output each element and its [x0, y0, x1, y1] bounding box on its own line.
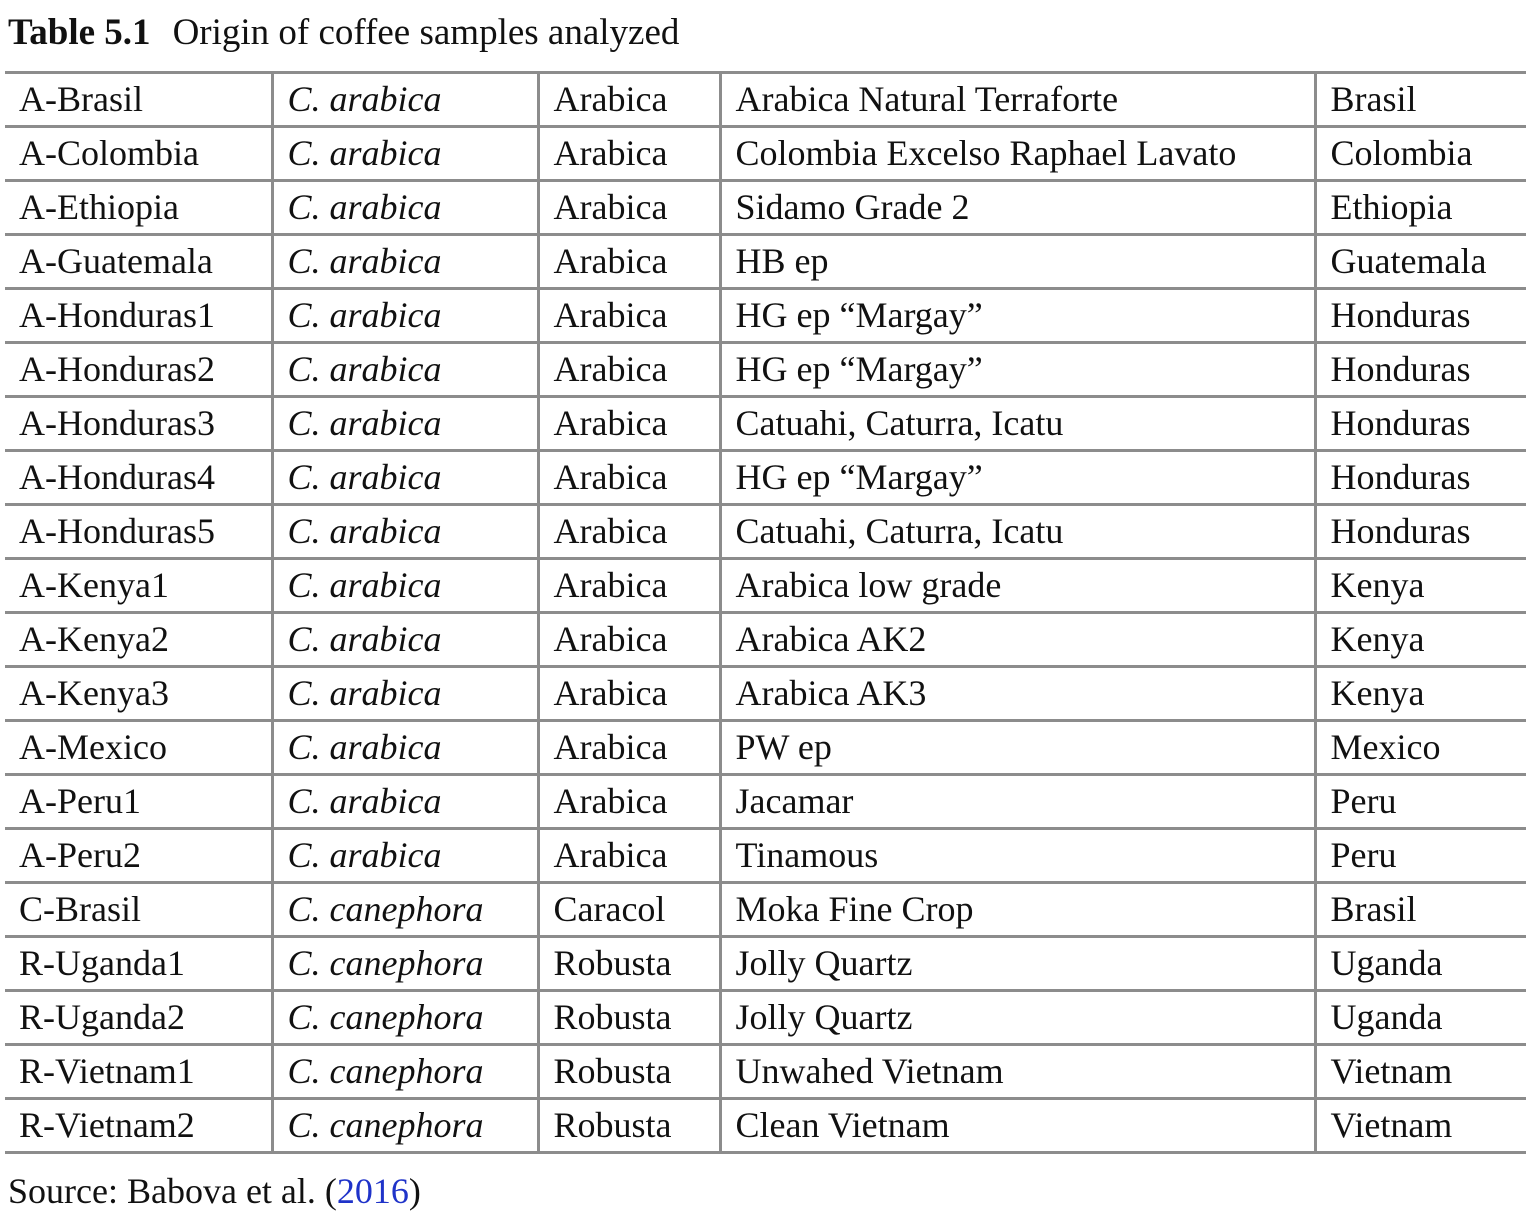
coffee-type-cell: Arabica [538, 667, 720, 721]
origin-country-cell: Vietnam [1315, 1099, 1526, 1153]
sample-code-cell: A-Mexico [5, 721, 272, 775]
sample-code-cell: A-Honduras4 [5, 451, 272, 505]
origin-country-cell: Uganda [1315, 991, 1526, 1045]
origin-country-cell: Brasil [1315, 73, 1526, 127]
source-text: Source: Babova et al. ( [8, 1171, 337, 1211]
coffee-type-cell: Arabica [538, 613, 720, 667]
table-row [5, 289, 1526, 343]
sample-code-cell: A-Honduras2 [5, 343, 272, 397]
origin-country-cell: Guatemala [1315, 235, 1526, 289]
product-name-cell: Tinamous [720, 829, 1315, 883]
coffee-type-cell: Arabica [538, 289, 720, 343]
species-cell: C. canephora [272, 991, 538, 1045]
table-row [5, 991, 1526, 1045]
sample-code-cell: A-Ethiopia [5, 181, 272, 235]
sample-code-cell: A-Colombia [5, 127, 272, 181]
product-name-cell: HG ep “Margay” [720, 451, 1315, 505]
coffee-type-cell: Robusta [538, 937, 720, 991]
table-row [5, 937, 1526, 991]
product-name-cell: Moka Fine Crop [720, 883, 1315, 937]
sample-code-cell: R-Uganda2 [5, 991, 272, 1045]
origin-country-cell: Honduras [1315, 343, 1526, 397]
sample-code-cell: A-Honduras5 [5, 505, 272, 559]
product-name-cell: Jolly Quartz [720, 937, 1315, 991]
product-name-cell: Arabica AK2 [720, 613, 1315, 667]
coffee-type-cell: Arabica [538, 127, 720, 181]
product-name-cell: Arabica AK3 [720, 667, 1315, 721]
table-row [5, 1099, 1526, 1153]
species-cell: C. canephora [272, 937, 538, 991]
product-name-cell: Catuahi, Caturra, Icatu [720, 505, 1315, 559]
origin-country-cell: Kenya [1315, 613, 1526, 667]
product-name-cell: Jolly Quartz [720, 991, 1315, 1045]
sample-code-cell: R-Uganda1 [5, 937, 272, 991]
table-row [5, 343, 1526, 397]
table-title: Origin of coffee samples analyzed [172, 12, 680, 53]
product-name-cell: Arabica low grade [720, 559, 1315, 613]
species-cell: C. canephora [272, 1099, 538, 1153]
product-name-cell: HG ep “Margay” [720, 289, 1315, 343]
table-caption [8, 8, 679, 58]
origin-country-cell: Honduras [1315, 451, 1526, 505]
table-row [5, 667, 1526, 721]
origin-country-cell: Honduras [1315, 397, 1526, 451]
coffee-type-cell: Arabica [538, 397, 720, 451]
coffee-type-cell: Caracol [538, 883, 720, 937]
species-cell: C. arabica [272, 127, 538, 181]
coffee-samples-table [5, 71, 1526, 1154]
coffee-type-cell: Arabica [538, 343, 720, 397]
product-name-cell: HB ep [720, 235, 1315, 289]
sample-code-cell: A-Kenya2 [5, 613, 272, 667]
coffee-type-cell: Robusta [538, 1099, 720, 1153]
origin-country-cell: Kenya [1315, 667, 1526, 721]
table-row [5, 829, 1526, 883]
origin-country-cell: Ethiopia [1315, 181, 1526, 235]
table-row [5, 721, 1526, 775]
species-cell: C. arabica [272, 73, 538, 127]
origin-country-cell: Peru [1315, 775, 1526, 829]
sample-code-cell: A-Peru2 [5, 829, 272, 883]
species-cell: C. arabica [272, 181, 538, 235]
coffee-type-cell: Robusta [538, 991, 720, 1045]
species-cell: C. canephora [272, 883, 538, 937]
sample-code-cell: A-Guatemala [5, 235, 272, 289]
species-cell: C. arabica [272, 235, 538, 289]
origin-country-cell: Colombia [1315, 127, 1526, 181]
species-cell: C. arabica [272, 505, 538, 559]
origin-country-cell: Uganda [1315, 937, 1526, 991]
species-cell: C. arabica [272, 559, 538, 613]
coffee-samples-table-wrapper [5, 71, 1526, 1154]
table-row [5, 883, 1526, 937]
coffee-type-cell: Arabica [538, 73, 720, 127]
coffee-type-cell: Arabica [538, 559, 720, 613]
table-row [5, 451, 1526, 505]
species-cell: C. arabica [272, 613, 538, 667]
table-row [5, 235, 1526, 289]
source-closing-paren: ) [408, 1171, 421, 1211]
table-row [5, 505, 1526, 559]
table-row [5, 613, 1526, 667]
coffee-type-cell: Arabica [538, 721, 720, 775]
table-row [5, 1045, 1526, 1099]
species-cell: C. arabica [272, 289, 538, 343]
table-row [5, 559, 1526, 613]
origin-country-cell: Vietnam [1315, 1045, 1526, 1099]
sample-code-cell: A-Honduras3 [5, 397, 272, 451]
product-name-cell: PW ep [720, 721, 1315, 775]
species-cell: C. arabica [272, 397, 538, 451]
sample-code-cell: R-Vietnam1 [5, 1045, 272, 1099]
product-name-cell: Jacamar [720, 775, 1315, 829]
species-cell: C. canephora [272, 1045, 538, 1099]
product-name-cell: Clean Vietnam [720, 1099, 1315, 1153]
coffee-type-cell: Arabica [538, 505, 720, 559]
table-source-note [8, 1168, 421, 1214]
sample-code-cell: A-Kenya3 [5, 667, 272, 721]
origin-country-cell: Mexico [1315, 721, 1526, 775]
species-cell: C. arabica [272, 343, 538, 397]
sample-code-cell: A-Honduras1 [5, 289, 272, 343]
origin-country-cell: Honduras [1315, 505, 1526, 559]
origin-country-cell: Honduras [1315, 289, 1526, 343]
sample-code-cell: R-Vietnam2 [5, 1099, 272, 1153]
species-cell: C. arabica [272, 721, 538, 775]
table-body [5, 73, 1526, 1153]
table-row [5, 775, 1526, 829]
coffee-type-cell: Arabica [538, 775, 720, 829]
product-name-cell: Arabica Natural Terraforte [720, 73, 1315, 127]
coffee-type-cell: Robusta [538, 1045, 720, 1099]
sample-code-cell: A-Brasil [5, 73, 272, 127]
product-name-cell: Colombia Excelso Raphael Lavato [720, 127, 1315, 181]
species-cell: C. arabica [272, 451, 538, 505]
sample-code-cell: C-Brasil [5, 883, 272, 937]
species-cell: C. arabica [272, 775, 538, 829]
origin-country-cell: Kenya [1315, 559, 1526, 613]
sample-code-cell: A-Kenya1 [5, 559, 272, 613]
product-name-cell: HG ep “Margay” [720, 343, 1315, 397]
sample-code-cell: A-Peru1 [5, 775, 272, 829]
table-row [5, 73, 1526, 127]
coffee-type-cell: Arabica [538, 235, 720, 289]
table-number: Table 5.1 [8, 12, 151, 53]
product-name-cell: Unwahed Vietnam [720, 1045, 1315, 1099]
table-row [5, 397, 1526, 451]
table-row [5, 127, 1526, 181]
coffee-type-cell: Arabica [538, 181, 720, 235]
citation-year-link[interactable]: 2016 [336, 1171, 409, 1211]
origin-country-cell: Brasil [1315, 883, 1526, 937]
coffee-type-cell: Arabica [538, 451, 720, 505]
species-cell: C. arabica [272, 667, 538, 721]
table-row [5, 181, 1526, 235]
coffee-type-cell: Arabica [538, 829, 720, 883]
origin-country-cell: Peru [1315, 829, 1526, 883]
product-name-cell: Sidamo Grade 2 [720, 181, 1315, 235]
product-name-cell: Catuahi, Caturra, Icatu [720, 397, 1315, 451]
species-cell: C. arabica [272, 829, 538, 883]
